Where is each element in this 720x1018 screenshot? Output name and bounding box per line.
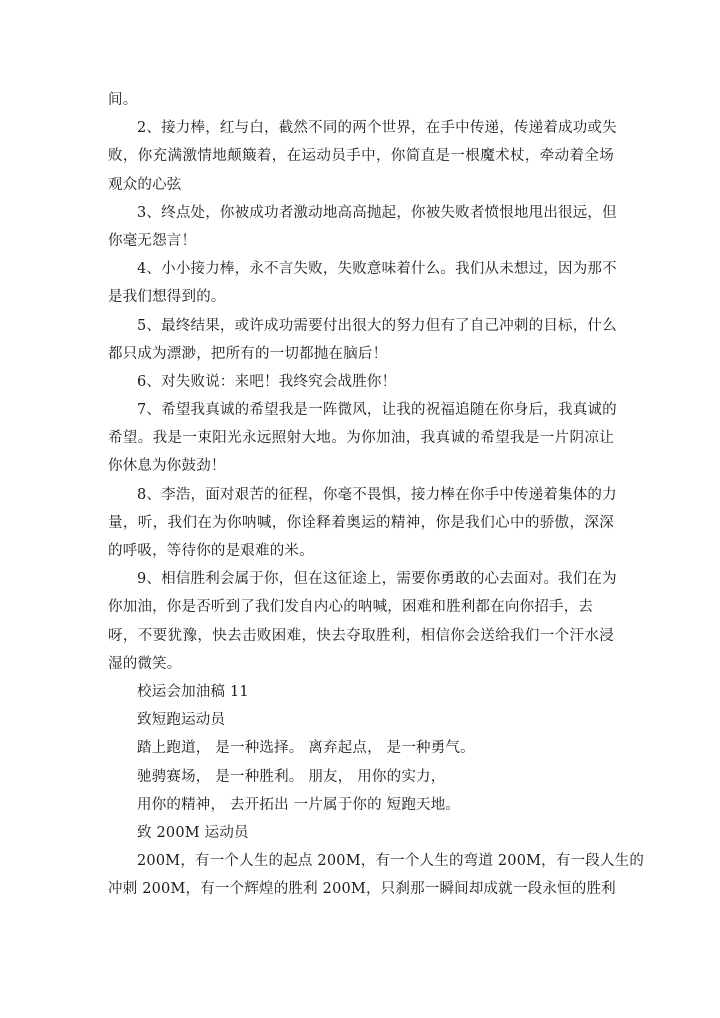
text-line: 5、最终结果，或许成功需要付出很大的努力但有了自己冲刺的目标，什么 xyxy=(137,317,617,334)
text-line: 8、李浩，面对艰苦的征程，你毫不畏惧，接力棒在你手中传递着集体的力 xyxy=(137,486,617,503)
text-line: 2、接力棒，红与白，截然不同的两个世界，在手中传递，传递着成功或失 xyxy=(137,120,617,137)
section-subtitle: 致 200M 运动员 xyxy=(137,824,249,841)
text-line: 3、终点处，你被成功者激动地高高抛起，你被失败者愤恨地甩出很远，但 xyxy=(137,204,617,221)
text-line: 7、希望我真诚的希望我是一阵微风，让我的祝福追随在你身后，我真诚的 xyxy=(137,402,617,419)
text-line: 你加油，你是否听到了我们发自内心的呐喊，困难和胜利都在向你招手，去 xyxy=(108,599,594,616)
text-line: 的呼吸，等待你的是艰难的米。 xyxy=(108,543,314,559)
text-line: 踏上跑道， 是一种选择。 离弃起点， 是一种勇气。 xyxy=(137,740,475,757)
text-line: 用你的精神， 去开拓出 一片属于你的 短跑天地。 xyxy=(137,796,461,813)
text-line: 你休息为你鼓劲！ xyxy=(108,458,226,475)
text-line: 观众的心弦 xyxy=(108,176,182,193)
text-line: 冲刺 200M，有一个辉煌的胜利 200M，只刹那一瞬间却成就一段永恒的胜利 xyxy=(108,881,616,898)
text-line: 6、对失败说：来吧！我终究会战胜你！ xyxy=(137,373,397,390)
text-line: 希望。我是一束阳光永远照射大地。为你加油，我真诚的希望我是一片阴凉让 xyxy=(108,430,614,447)
section-title: 校运会加油稿 11 xyxy=(137,683,249,700)
text-line: 间。 xyxy=(108,92,138,108)
text-line: 败，你充满激情地颠簸着，在运动员手中，你简直是一根魔术杖，牵动着全场 xyxy=(108,148,614,165)
text-line: 驰骋赛场， 是一种胜利。 朋友， 用你的实力， xyxy=(137,768,446,785)
text-line: 是我们想得到的。 xyxy=(108,289,226,306)
text-line: 都只成为漂渺，把所有的一切都抛在脑后！ xyxy=(108,345,388,362)
text-line: 呀，不要犹豫，快去击败困难，快去夺取胜利，相信你会送给我们一个汗水浸 xyxy=(108,627,614,644)
text-line: 9、相信胜利会属于你，但在这征途上，需要你勇敢的心去面对。我们在为 xyxy=(137,571,617,588)
text-line: 湿的微笑。 xyxy=(108,655,182,672)
document-page xyxy=(108,86,645,903)
section-subtitle: 致短跑运动员 xyxy=(137,712,226,729)
text-line: 200M，有一个人生的起点 200M，有一个人生的弯道 200M，有一段人生的 xyxy=(137,853,645,870)
text-line: 量，听，我们在为你呐喊，你诠释着奥运的精神，你是我们心中的骄傲，深深 xyxy=(108,514,614,531)
text-line: 你毫无怨言！ xyxy=(108,232,197,249)
text-line: 4、小小接力棒，永不言失败，失败意味着什么。我们从未想过，因为那不 xyxy=(137,261,617,278)
